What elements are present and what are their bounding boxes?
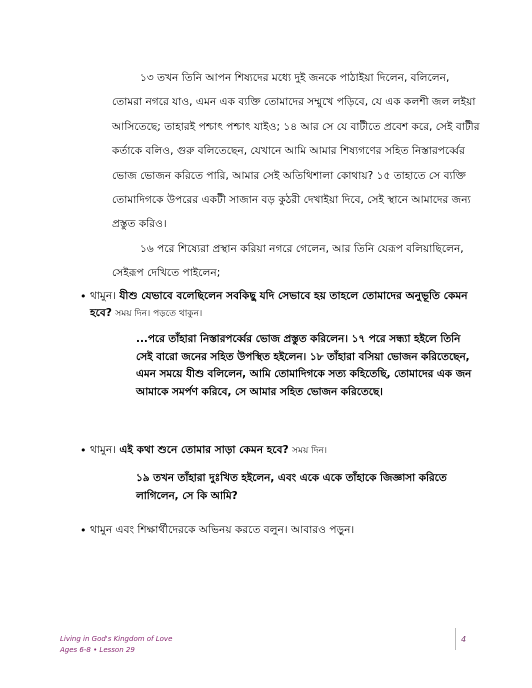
footer-lesson: Ages 6-8 • Lesson 29: [60, 646, 135, 654]
instruction-question: যীশু যেভাবে বলেছিলেন সবকিছু যদি সেভাবে হয় তাহলে তোমাদের অনুভূতি কেমন হবে?: [90, 290, 468, 319]
instruction-text: [90, 288, 490, 323]
scripture-quote: [136, 331, 476, 401]
instruction-text: [90, 522, 490, 539]
quote-text: ১৯ তখন তাঁহারা দুঃখিত হইলেন, এবং একে একে তাঁহাকে জিজ্ঞাসা করিতে লাগিলেন, সে কি আমি?: [136, 472, 447, 502]
instruction-tail: সময় দিন।: [292, 446, 328, 456]
page-number: 4: [461, 635, 467, 644]
instruction-lead: থামুন।: [90, 290, 116, 302]
scripture-paragraph: ১৩ তখন তিনি আপন শিষ্যদের মধ্যে দুই জনকে পাঠাইয়া দিলেন, বলিলেন, তোমরা নগরে যাও, এমন এক ব্যক্তি তোমাদের সম্মুখে পড়িবে, যে এক কলশী জল লইয়া আসিতেছে; তাহারই পশ্চাৎ পশ্চাৎ যাইও; ১৪ আর সে যে বাটীতে প্রবেশ করে, সেই বাটীর কর্তাকে বলিও, গুরু বলিতেছেন, যেখানে আমি আমার শিষ্যগণের সহিত নিস্তারপর্ব্বের ভোজ ভোজন করিতে পারি, আমার সেই অতিথিশালা কোথায়? ১৫ তাহাতে সে ব্যক্তি তোমাদিগকে উপরের একটী সাজান বড় কুঠরী দেখাইয়া দিবে, সেই স্থানে আমাদের জন্য প্রস্তুত করিও।: [112, 72, 480, 231]
scripture-quote: [136, 470, 476, 505]
bullet-dot-icon: •: [80, 290, 87, 303]
instruction-bullet: [80, 522, 490, 539]
instruction-bullet: [80, 442, 490, 460]
instruction-bullet: [80, 288, 490, 323]
scripture-paragraph: ১৬ পরে শিষ্যেরা প্রস্থান করিয়া নগরে গেলেন, আর তিনি যেরূপ বলিয়াছিলেন, সেইরূপ দেখিতে পাইলেন;: [112, 242, 464, 280]
footer-title: Living in God's Kingdom of Love: [60, 635, 173, 643]
instruction-question: এই কথা শুনে তোমার সাড়া কেমন হবে?: [119, 444, 289, 456]
instruction-text: [90, 442, 490, 460]
footer-divider: [455, 628, 456, 650]
scripture-passage: [112, 66, 482, 286]
bullet-dot-icon: •: [80, 444, 87, 457]
instruction-lead: থামুন এবং শিক্ষার্থীদেরকে অভিনয় করতে বলুন। আবারও পড়ুন।: [90, 524, 355, 536]
bullet-dot-icon: •: [80, 524, 87, 537]
instruction-tail: সময় দিন। পড়তে থাকুন।: [115, 309, 203, 319]
page-footer: [60, 634, 172, 656]
quote-text: ...পরে তাঁহারা নিস্তারপর্ব্বের ভোজ প্রস্তুত করিলেন। ১৭ পরে সন্ধ্যা হইলে তিনি সেই বারো জনের সহিত উপস্থিত হইলেন। ১৮ তাঁহারা বসিয়া ভোজন করিতেছেন, এমন সময়ে যীশু বলিলেন, আমি তোমাদিগকে সত্য কহিতেছি, তোমাদের এক জন আমাকে সমর্পণ করিবে, সে আমার সহিত ভোজন করিতেছে।: [136, 333, 472, 398]
instruction-lead: থামুন।: [90, 444, 116, 456]
